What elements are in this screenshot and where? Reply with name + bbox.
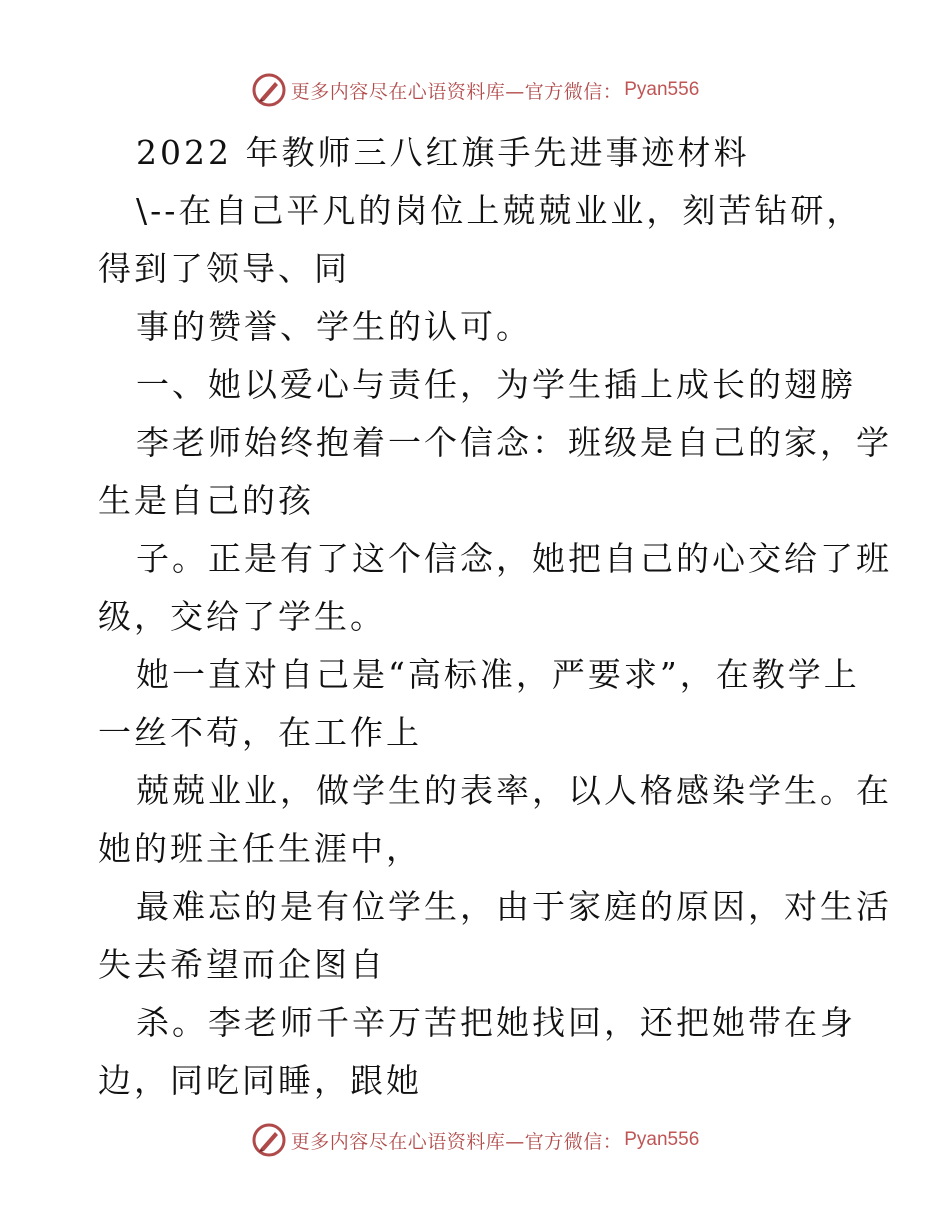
watermark-footer [0, 1120, 950, 1160]
text-line: 她的班主任生涯中， [98, 829, 422, 868]
watermark-header [0, 70, 950, 110]
watermark-text: 更多内容尽在心语资料库—官方微信： [290, 80, 623, 103]
text-line: 最难忘的是有位学生，由于家庭的原因，对生活 [136, 887, 892, 926]
pen-logo-icon [251, 1122, 287, 1158]
text-line: 事的赞誉、学生的认可。 [136, 307, 532, 346]
text-line: 李老师始终抱着一个信念：班级是自己的家，学 [136, 423, 892, 462]
text-line: 2022 年教师三八红旗手先进事迹材料 [136, 133, 750, 172]
text-line: 失去希望而企图自 [98, 945, 386, 984]
text-line: 边，同吃同睡，跟她 [98, 1061, 422, 1100]
text-line: 一丝不苟，在工作上 [98, 713, 422, 752]
pen-logo-icon [251, 72, 287, 108]
text-line: 一、她以爱心与责任，为学生插上成长的翅膀 [136, 365, 856, 404]
text-line: 她一直对自己是“高标准，严要求”，在教学上 [136, 655, 860, 694]
document-body [98, 124, 892, 1110]
text-line: 生是自己的孩 [98, 481, 314, 520]
text-line: 杀。李老师千辛万苦把她找回，还把她带在身 [136, 1003, 856, 1042]
text-line: 得到了领导、同 [98, 249, 350, 288]
watermark-text: 更多内容尽在心语资料库—官方微信： [290, 1130, 623, 1153]
text-line: 兢兢业业，做学生的表率，以人格感染学生。在 [136, 771, 892, 810]
text-line: 级，交给了学生。 [98, 597, 386, 636]
watermark-wechat-id: Pyan556 [624, 1129, 700, 1150]
watermark-wechat-id: Pyan556 [624, 79, 700, 100]
text-line: 子。正是有了这个信念，她把自己的心交给了班 [136, 539, 892, 578]
text-line: \--在自己平凡的岗位上兢兢业业，刻苦钻研， [136, 191, 863, 230]
